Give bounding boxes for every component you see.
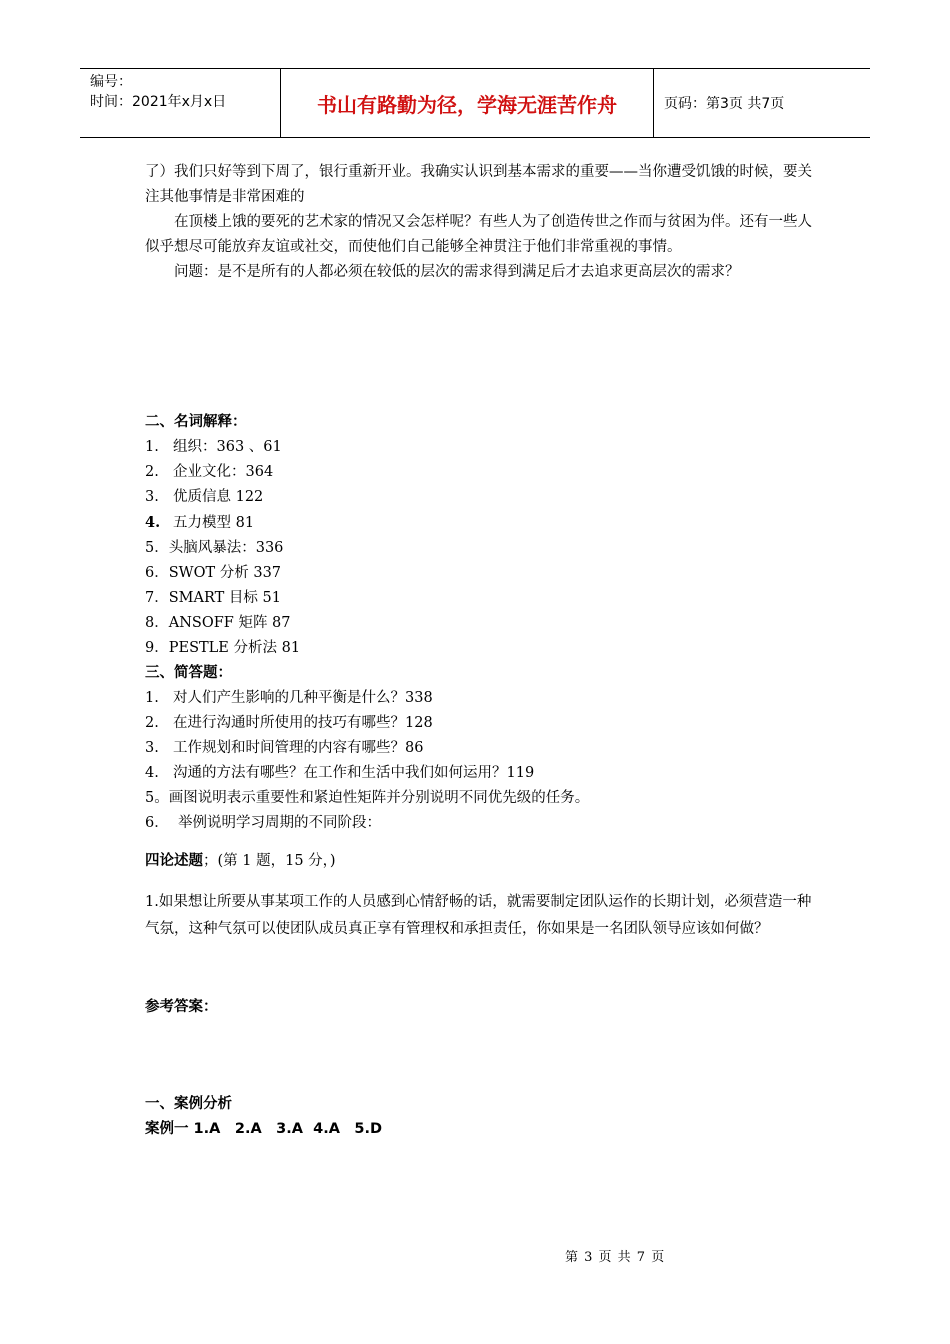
spacer	[145, 874, 817, 889]
answers-title: 参考答案：	[145, 999, 218, 1015]
page-header	[80, 68, 870, 138]
question-item: 4. 沟通的方法有哪些？在工作和生活中我们如何运用？119	[145, 765, 535, 781]
term-item: 3. 优质信息 122	[145, 489, 264, 505]
intro-question: 问题：是不是所有的人都必须在较低的层次的需求得到满足后才去追求更高层次的需求？	[174, 264, 740, 280]
term-item: 5．头脑风暴法：336	[145, 540, 284, 556]
intro-paragraph-2: 在顶楼上饿的要死的艺术家的情况又会怎样呢？有些人为了创造传世之作而与贫困为伴。还有一些人似乎想尽可能放弃友谊或社交，而使他们自己能够全神贯注于他们非常重视的事情。	[145, 214, 812, 255]
document-number-label: 编号：	[90, 74, 132, 90]
intro-paragraph-1: 了）我们只好等到下周了，银行重新开业。我确实认识到基本需求的重要——当你遭受饥饿的时候，要关注其他事情是非常困难的	[145, 164, 812, 205]
header-motto: 书山有路勤为径，学海无涯苦作舟	[281, 69, 654, 137]
document-date: 时间：2021年x月x日	[90, 94, 227, 110]
term-item: 4. 五力模型 81	[145, 514, 255, 531]
section-2-title: 二、名词解释：	[145, 414, 247, 430]
term-item: 9．PESTLE 分析法 81	[145, 640, 301, 656]
essay-question: 1.如果想让所要从事某项工作的人员感到心情舒畅的话，就需要制定团队运作的长期计划，必须营造一种气氛，这种气氛可以使团队成员真正享有管理权和承担责任，你如果是一名团队领导应该如何做？	[145, 894, 812, 937]
section-4-title: 四论述题；(第 1 题，15 分，)	[145, 853, 336, 869]
spacer	[145, 285, 817, 410]
term-item: 2. 企业文化：364	[145, 464, 274, 480]
term-item: 8．ANSOFF 矩阵 87	[145, 615, 291, 631]
header-meta	[80, 69, 281, 137]
document-body	[145, 160, 817, 1142]
section-3-list	[145, 686, 817, 836]
section-2-list	[145, 435, 817, 661]
page-footer: 第 3 页 共 7 页	[565, 1250, 666, 1265]
question-item: 6． 举例说明学习周期的不同阶段：	[145, 815, 381, 831]
question-item: 5。画图说明表示重要性和紧迫性矩阵并分别说明不同优先级的任务。	[145, 790, 590, 806]
answers-section-1-title: 一、案例分析	[145, 1096, 232, 1112]
term-item: 6．SWOT 分析 337	[145, 565, 282, 581]
spacer	[145, 943, 817, 995]
term-item: 7．SMART 目标 51	[145, 590, 281, 606]
case-1-answers: 案例一 1.A 2.A 3.A 4.A 5.D	[145, 1121, 383, 1137]
spacer	[145, 836, 817, 849]
term-item: 1. 组织：363 、61	[145, 439, 282, 455]
question-item: 1. 对人们产生影响的几种平衡是什么？338	[145, 690, 433, 706]
section-3-title: 三、简答题：	[145, 665, 232, 681]
question-item: 3. 工作规划和时间管理的内容有哪些？86	[145, 740, 424, 756]
spacer	[145, 1020, 817, 1092]
question-item: 2. 在进行沟通时所使用的技巧有哪些？128	[145, 715, 433, 731]
header-page-number: 页码：第3页 共7页	[664, 96, 785, 112]
